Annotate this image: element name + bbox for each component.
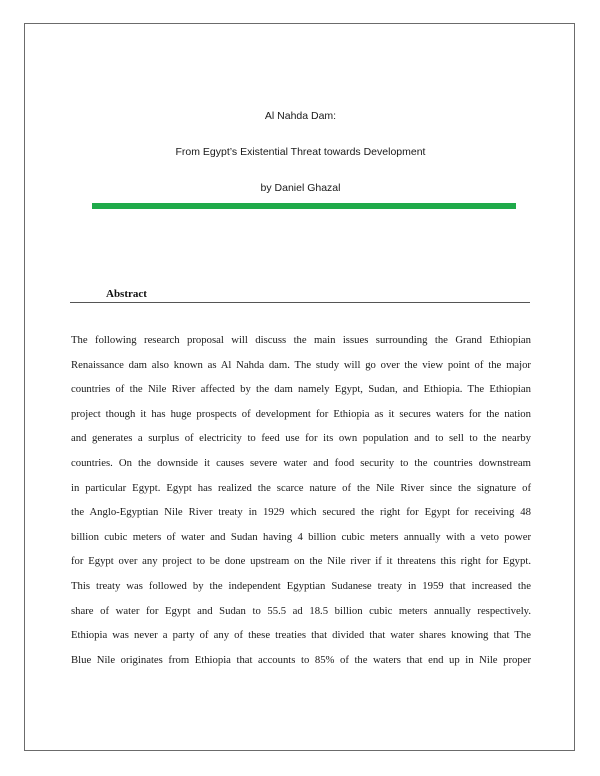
abstract-line: countries of the Nile River affected by the dam namely Egypt, Sudan, and Ethiopia. The Ethiopian xyxy=(71,383,531,396)
abstract-body xyxy=(71,328,531,672)
abstract-divider xyxy=(70,302,530,303)
abstract-line: countries. On the downside it causes severe water and food security to the countries downstream xyxy=(71,456,531,469)
abstract-line: and generates a surplus of electricity to feed use for its own population and to sell to the nearby xyxy=(71,432,531,445)
abstract-line: in particular Egypt. Egypt has realized the scarce nature of the Nile River since the signature of xyxy=(71,481,531,494)
abstract-line: Blue Nile originates from Ethiopia that accounts to 85% of the waters that end up in Nile proper xyxy=(71,653,531,666)
abstract-line: Ethiopia was never a party of any of these treaties that divided that water shares knowing that The xyxy=(71,629,531,642)
abstract-line: Renaissance dam also known as Al Nahda dam. The study will go over the view point of the major xyxy=(71,358,531,371)
abstract-line: for Egypt over any project to be done upstream on the Nile river if it threatens this right for Egypt. xyxy=(71,555,531,568)
abstract-line: share of water for Egypt and Sudan to 55.5 ad 18.5 billion cubic meters annually respectively. xyxy=(71,604,531,617)
abstract-line: project though it has huge prospects of development for Ethiopia as it secures waters for the nation xyxy=(71,407,531,420)
abstract-heading: Abstract xyxy=(106,288,147,300)
abstract-line: the Anglo-Egyptian Nile River treaty in 1929 which secured the right for Egypt for receiving 48 xyxy=(71,506,531,519)
abstract-line: The following research proposal will discuss the main issues surrounding the Grand Ethiopian xyxy=(71,334,531,346)
title-line-2: From Egypt’s Existential Threat towards Development xyxy=(175,146,426,158)
document-page xyxy=(24,23,575,751)
abstract-line: This treaty was followed by the independent Egyptian Sudanese treaty in 1959 that increased the xyxy=(71,579,531,592)
title-line-1: Al Nahda Dam: xyxy=(264,110,337,122)
author-line: by Daniel Ghazal xyxy=(260,182,341,194)
title-divider xyxy=(92,203,516,209)
abstract-line: billion cubic meters of water and Sudan having 4 billion cubic meters annually with a veto power xyxy=(71,530,531,543)
